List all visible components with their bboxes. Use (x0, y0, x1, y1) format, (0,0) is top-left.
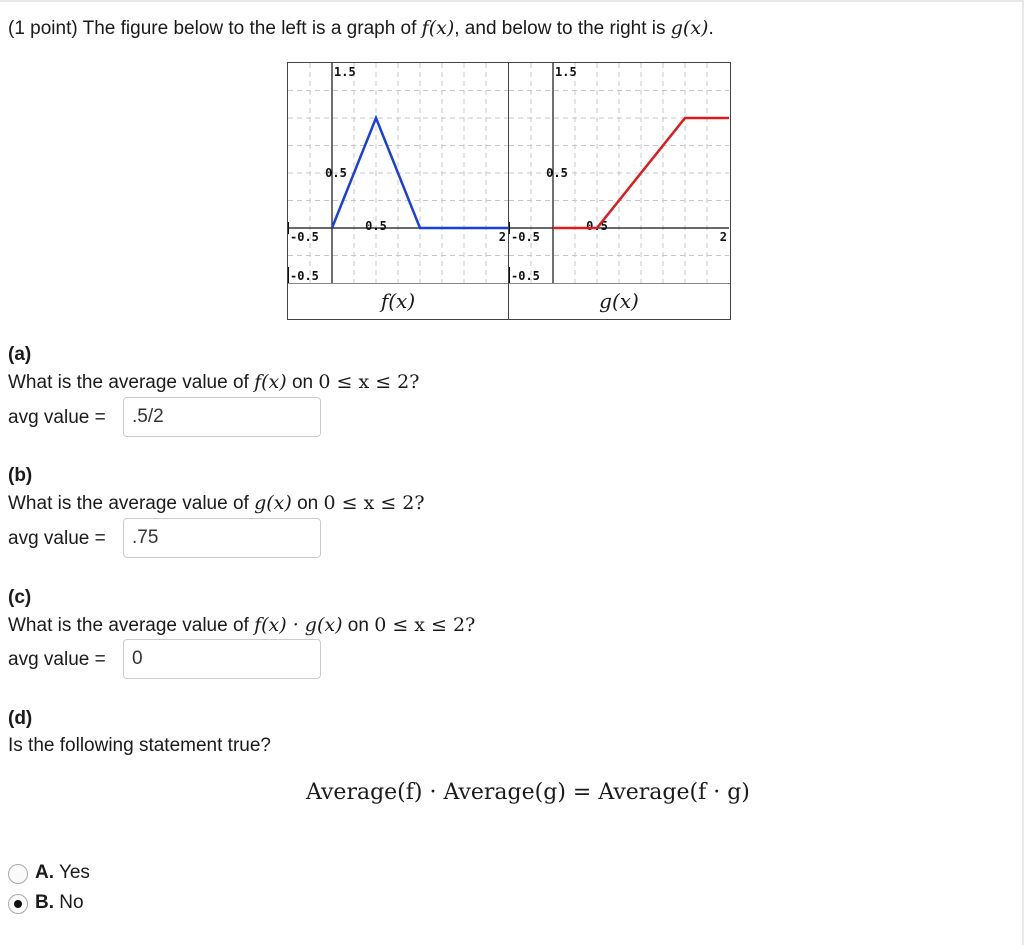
part-b-q-on: on (291, 493, 324, 514)
f-tick-y-neg: -0.5 (290, 269, 319, 283)
intro-text-middle: , and below to the right is (454, 18, 671, 39)
choice-no-letter: B. (35, 892, 54, 913)
part-c-q-range: 0 ≤ x ≤ 2? (374, 614, 476, 636)
part-d-label: (d) (8, 708, 33, 729)
g-tick-y-neg: -0.5 (511, 269, 540, 283)
g-tick-y-top: 1.5 (555, 65, 577, 79)
graph-g (509, 63, 729, 319)
part-b-q-range: 0 ≤ x ≤ 2? (323, 492, 425, 514)
graph-g-plot (509, 63, 729, 283)
intro-f: f(x) (421, 17, 455, 39)
intro-text: (1 point) The figure below to the left is a graph of (8, 18, 422, 39)
part-a-question (8, 371, 419, 394)
part-a-q-func: f(x) (254, 371, 287, 393)
graph-f-caption: f(x) (380, 289, 416, 313)
graph-f (288, 63, 509, 319)
part-a-label: (a) (8, 344, 32, 365)
choice-no-text: No (59, 892, 84, 913)
choice-yes-letter: A. (35, 862, 54, 883)
part-c-avg-label: avg value = (8, 649, 106, 670)
part-b-q-func: g(x) (254, 492, 292, 514)
choice-yes-text: Yes (58, 862, 90, 883)
part-c-q-func: f(x) · g(x) (254, 614, 343, 636)
part-b-question (8, 492, 425, 515)
part-c-label: (c) (8, 587, 32, 608)
part-c-question (8, 614, 475, 637)
part-d-question: Is the following statement true? (8, 735, 271, 756)
g-tick-x-two: 2 (719, 230, 727, 244)
part-b-q-text: What is the average value of (8, 493, 255, 514)
radio-no[interactable] (8, 894, 28, 914)
graphs-table (287, 62, 731, 320)
part-c-q-on: on (342, 615, 375, 636)
problem-intro (8, 17, 714, 40)
f-tick-x-neg: -0.5 (290, 230, 319, 244)
part-d-statement: Average(f) · Average(g) = Average(f · g) (306, 780, 750, 805)
part-a-q-text: What is the average value of (8, 372, 255, 393)
f-tick-y-top: 1.5 (334, 65, 356, 79)
g-tick-x-neg: -0.5 (511, 230, 540, 244)
part-a-answer-input[interactable]: .5/2 (123, 397, 321, 437)
part-c-q-text: What is the average value of (8, 615, 255, 636)
part-c-answer-input[interactable]: 0 (123, 639, 321, 679)
part-a-q-range: 0 ≤ x ≤ 2? (318, 371, 420, 393)
part-a-avg-label: avg value = (8, 407, 106, 428)
choice-yes-label (35, 862, 90, 884)
f-tick-x-two: 2 (498, 230, 506, 244)
graph-g-caption: g(x) (599, 289, 639, 313)
g-tick-x-half: 0.5 (586, 219, 608, 233)
top-border (0, 0, 1024, 2)
g-tick-y-mid: 0.5 (546, 166, 568, 180)
f-tick-y-mid: 0.5 (325, 166, 347, 180)
part-b-label: (b) (8, 465, 33, 486)
graph-f-plot (288, 63, 508, 283)
f-tick-x-half: 0.5 (365, 219, 387, 233)
part-b-answer-input[interactable]: .75 (123, 518, 321, 558)
intro-suffix: . (708, 18, 714, 39)
choice-no-label (35, 892, 84, 914)
intro-g: g(x) (670, 17, 709, 39)
part-a-q-on: on (286, 372, 319, 393)
radio-yes[interactable] (8, 864, 28, 884)
part-b-avg-label: avg value = (8, 528, 106, 549)
